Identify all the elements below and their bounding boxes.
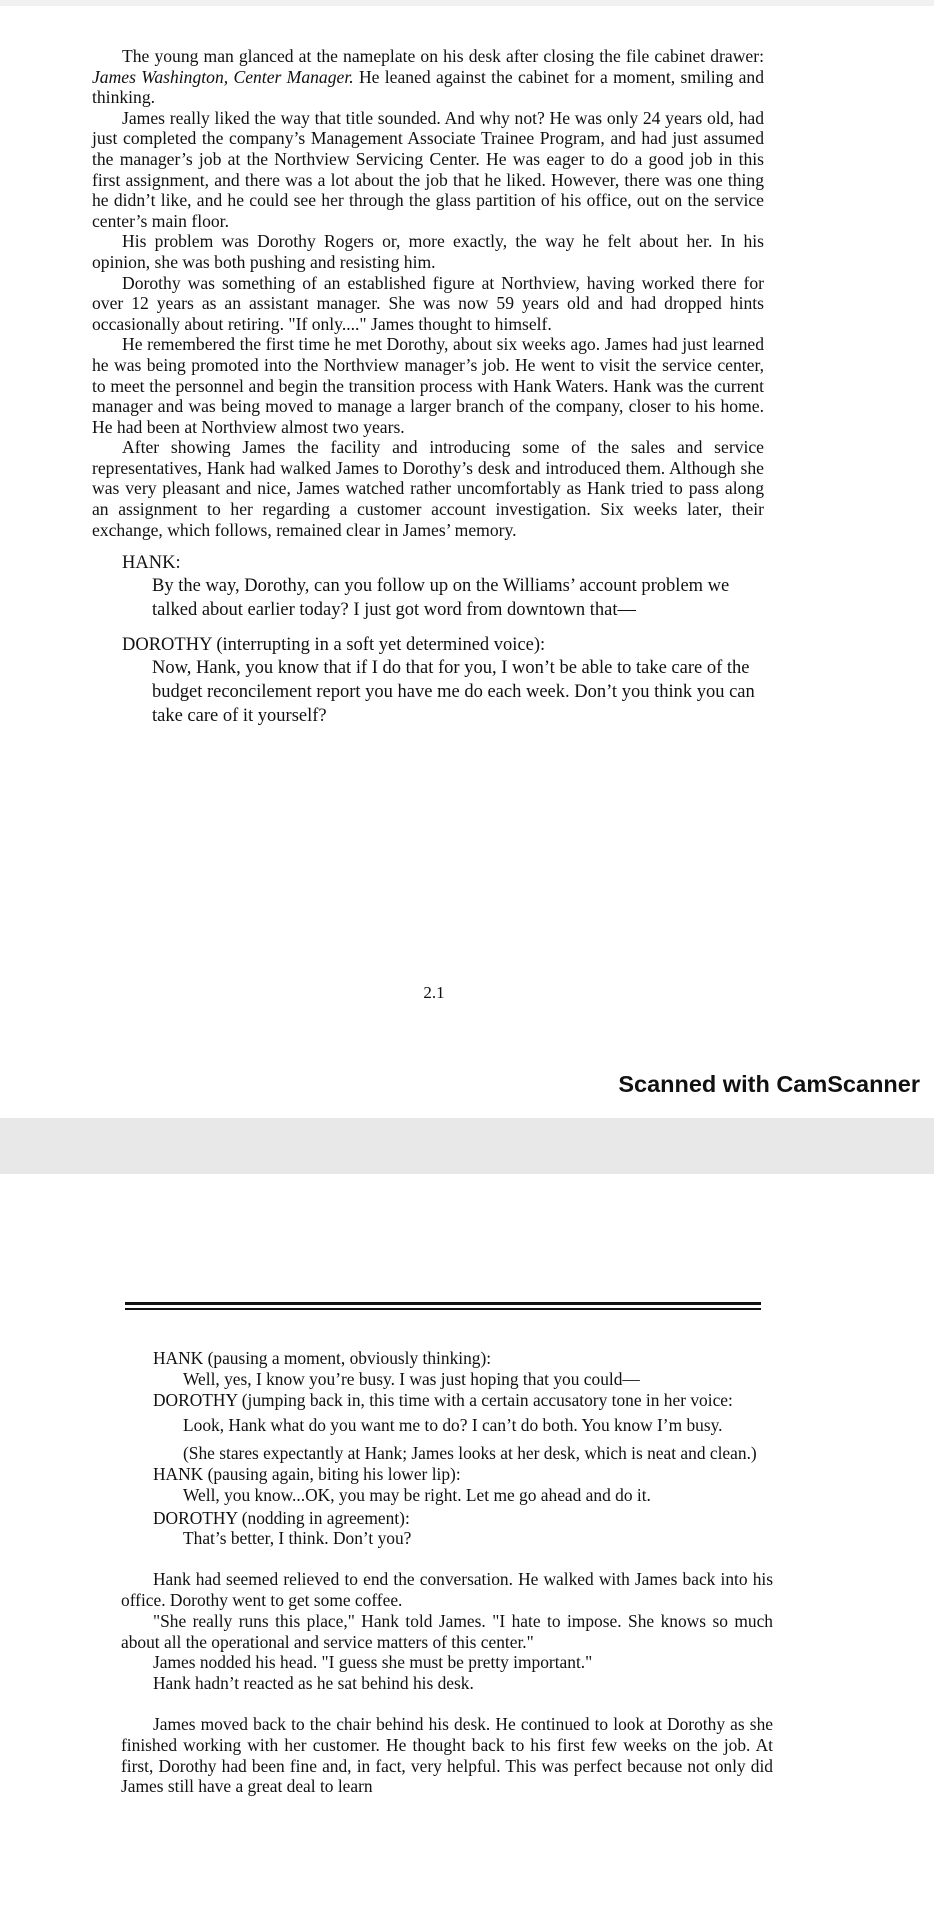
paragraph xyxy=(92,334,764,437)
page-bottom-cutoff xyxy=(0,1911,934,1920)
paragraph-text: His problem was Dorothy Rogers or, more exactly, the way he felt about her. In his opinion, she was both pushing and resisting him. xyxy=(92,231,764,272)
scanned-page-2 xyxy=(0,1174,934,1920)
speaker-label: HANK (pausing a moment, obviously thinking): xyxy=(153,1348,492,1368)
header-rule-thick xyxy=(125,1302,761,1305)
speaker-label: DOROTHY (nodding in agreement): xyxy=(153,1507,410,1528)
page-number: 2.1 xyxy=(423,983,445,1002)
stage-direction: (She stares expectantly at Hank; James looks at her desk, which is neat and clean.) xyxy=(183,1443,757,1464)
speech-text: Well, you know...OK, you may be right. Let me go ahead and do it. xyxy=(183,1484,651,1505)
case-narrative xyxy=(92,46,764,728)
paragraph: James moved back to the chair behind his desk. He continued to look at Dorothy as she finished working with her customer. He thought back to his first few weeks on the job. At first, Dorothy had been fine and, in fact, very helpful. This was perfect because not only did James still have a great deal to learn xyxy=(121,1713,773,1797)
speaker-label: HANK (pausing again, biting his lower lip): xyxy=(153,1463,461,1484)
nameplate-text: James Washington, Center Manager. xyxy=(92,66,354,87)
paragraph: "She really runs this place," Hank told James. "I hate to impose. She knows so much about all the operational and service matters of this center." xyxy=(121,1610,773,1652)
camscanner-watermark: Scanned with CamScanner xyxy=(618,1071,920,1097)
paragraph-text: After showing James the facility and introducing some of the sales and service representatives, Hank had walked James to Dorothy’s desk and introduced them. Although she was very pleasant and nice, James watched rather uncomfortably as Hank tried to pass along an assignment to her regarding a customer account investigation. Six weeks later, their exchange, which follows, remained clear in James’ memory. xyxy=(92,437,764,540)
page-gap xyxy=(0,1118,934,1174)
paragraph-text: James really liked the way that title sounded. And why not? He was only 24 years old, had just completed the company’s Management Associate Trainee Program, and had just assumed the manager’s job at the Northview Servicing Center. He was eager to do a good job in this first assignment, and there was a lot about the job that he liked. However, there was one thing he didn’t like, and he could see her through the glass partition of his office, out on the service center’s main floor. xyxy=(92,107,764,231)
paragraph xyxy=(92,231,764,272)
case-dialogue-continued xyxy=(121,1348,773,1797)
paragraph: Hank hadn’t reacted as he sat behind his desk. xyxy=(153,1673,474,1694)
speech-text: That’s better, I think. Don’t you? xyxy=(183,1528,412,1549)
header-rule-thin xyxy=(125,1308,761,1310)
paragraph: Hank had seemed relieved to end the conversation. He walked with James back into his office. Dorothy went to get some coffee. xyxy=(121,1569,773,1610)
speaker-label: HANK: xyxy=(122,553,181,574)
paragraph xyxy=(92,46,764,108)
paragraph xyxy=(92,108,764,232)
paragraph xyxy=(92,437,764,540)
paragraph-text: He leaned against the cabinet for a moment, smiling and thinking. xyxy=(92,66,765,108)
paragraph xyxy=(92,273,764,335)
speech-text: Well, yes, I know you’re busy. I was just hoping that you could— xyxy=(183,1368,640,1389)
paragraph: James nodded his head. "I guess she must be pretty important." xyxy=(153,1652,593,1673)
speaker-label: DOROTHY (jumping back in, this time with a certain accusatory tone in her voice: xyxy=(153,1389,733,1410)
speaker-label: DOROTHY (interrupting in a soft yet determined voice): xyxy=(122,635,546,656)
paragraph-text: Dorothy was something of an established figure at Northview, having worked there for over 12 years as an assistant manager. She was now 59 years old and had dropped hints occasionally about retiring. "If only...." James thought to himself. xyxy=(92,272,764,334)
paragraph-text: The young man glanced at the nameplate on his desk after closing the file cabinet drawer: xyxy=(122,46,764,66)
speech-text: Look, Hank what do you want me to do? I can’t do both. You know I’m busy. xyxy=(183,1415,723,1436)
speech-text: Now, Hank, you know that if I do that for you, I won’t be able to take care of the budget reconcilement report you have me do each week. Don’t you think you can take care of it yourself? xyxy=(152,658,755,727)
speech-text: By the way, Dorothy, can you follow up on the Williams’ account problem we talked about earlier today? I just got word from downtown that— xyxy=(152,576,730,621)
page-top-edge xyxy=(0,0,934,6)
paragraph-text: He remembered the first time he met Dorothy, about six weeks ago. James had just learned he was being promoted into the Northview manager’s job. He went to visit the service center, to meet the personnel and begin the transition process with Hank Waters. Hank was the current manager and was being moved to manage a larger branch of the company, closer to his home. He had been at Northview almost two years. xyxy=(92,334,764,437)
